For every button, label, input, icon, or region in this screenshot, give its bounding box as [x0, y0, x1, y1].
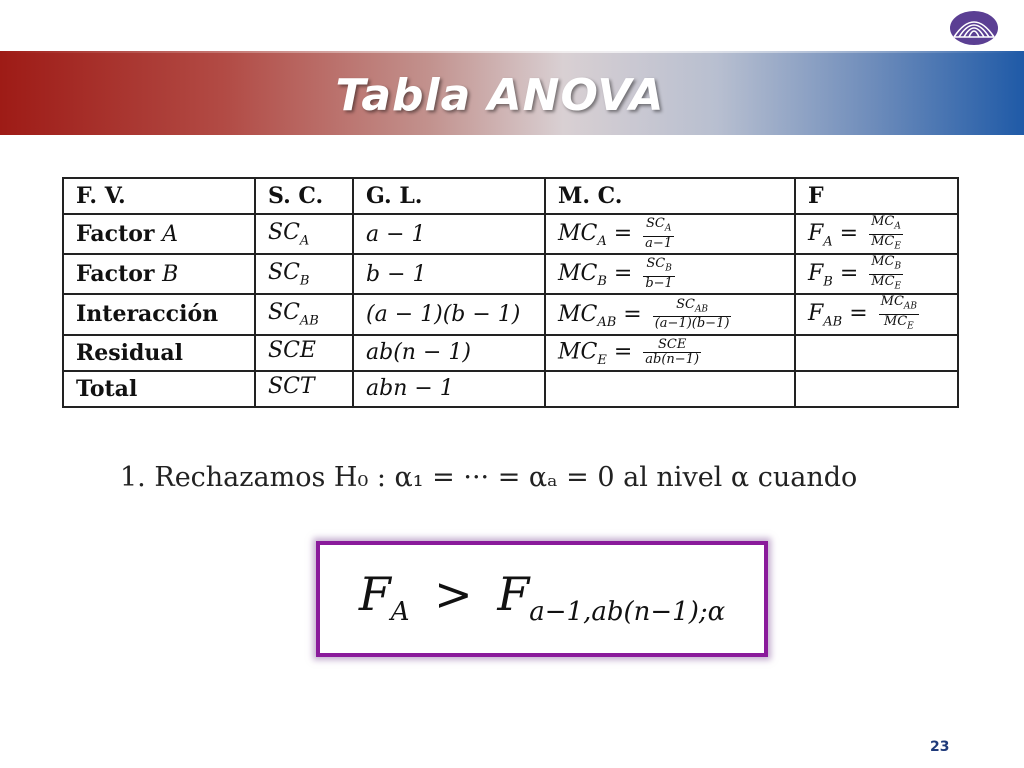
cell-fv	[63, 214, 255, 254]
cell-fv	[63, 371, 255, 407]
banner-highlight	[0, 51, 1024, 53]
f-fraction	[869, 215, 903, 253]
sc-value: SC	[268, 260, 300, 286]
f-numerator: $MC_A$	[869, 215, 903, 235]
cell-gl	[353, 294, 545, 334]
cell-gl	[353, 254, 545, 294]
header-sc: S. C.	[255, 178, 353, 214]
mc-lhs: MC	[558, 221, 598, 247]
f-lhs: F	[808, 221, 824, 247]
rule-text: Rechazamos H₀ : α₁ = ··· = αₐ = 0 al nivel α cuando	[154, 462, 858, 493]
slide-title: Tabla ANOVA	[335, 70, 665, 121]
f-lhs-subscript: AB	[823, 314, 843, 330]
fv-variable: A	[162, 222, 179, 248]
cell-mc: $MC_{AB}$ = $\frac{SC_{AB}}{(a-1)(b-1)}$	[545, 294, 795, 334]
cell-gl	[353, 371, 545, 407]
f-denominator: $MC_E$	[871, 233, 901, 252]
sc-value: SC	[268, 219, 300, 245]
cell-sc	[255, 254, 353, 294]
formula-op: >	[434, 567, 473, 621]
mc-fraction	[653, 298, 732, 332]
mc-lhs-subscript: A	[597, 234, 607, 250]
sc-subscript: A	[299, 233, 310, 249]
sc-value: SCE	[268, 338, 316, 364]
mc-numerator: $SC_A$	[643, 217, 674, 237]
cell-fv	[63, 254, 255, 294]
mc-denominator: ab(n−1)	[645, 351, 700, 367]
mc-denominator: b−1	[645, 276, 673, 292]
cell-gl	[353, 335, 545, 371]
gl-value: a − 1	[366, 221, 426, 247]
critical-region-box	[316, 541, 768, 657]
cell-f	[795, 371, 958, 407]
page-number: 23	[930, 739, 950, 755]
gl-value: ab(n − 1)	[366, 340, 471, 366]
header-mc: M. C.	[545, 178, 795, 214]
cell-mc: $MC_E$ = $\frac{\text{SCE}}{ab(n-1)}$	[545, 335, 795, 371]
formula-lhs-sub: A	[390, 597, 410, 628]
mc-lhs: MC	[558, 261, 598, 287]
header-gl: G. L.	[353, 178, 545, 214]
table-row	[63, 214, 958, 254]
university-logo-icon	[948, 9, 1000, 47]
mc-fraction	[643, 257, 675, 291]
critical-formula	[320, 567, 764, 627]
rejection-rule	[120, 462, 920, 493]
header-f: F	[795, 178, 958, 214]
sc-subscript: AB	[299, 313, 319, 329]
mc-fraction	[643, 217, 674, 251]
table-row	[63, 294, 958, 334]
f-numerator: $MC_{AB}$	[879, 295, 919, 315]
cell-f: $F_B$ = $\frac{MC_B}{MC_E}$	[795, 254, 958, 294]
formula-rhs-sub: a−1,ab(n−1);α	[529, 597, 726, 628]
rule-number: 1.	[120, 462, 146, 493]
cell-f: $F_A$ = $\frac{MC_A}{MC_E}$	[795, 214, 958, 254]
cell-mc: $MC_A$ = $\frac{SC_A}{a-1}$	[545, 214, 795, 254]
mc-lhs: MC	[558, 339, 598, 365]
table-row	[63, 254, 958, 294]
f-fraction	[879, 295, 919, 333]
cell-sc	[255, 294, 353, 334]
header-fv: F. V.	[63, 178, 255, 214]
sc-value: SC	[268, 300, 300, 326]
f-lhs: F	[808, 301, 824, 327]
table-header-row	[63, 178, 958, 214]
mc-lhs-subscript: E	[597, 352, 607, 368]
sc-subscript: B	[299, 273, 310, 289]
fv-label: Total	[76, 375, 138, 402]
mc-numerator: $SC_B$	[643, 257, 675, 277]
f-denominator: $MC_E$	[871, 273, 902, 292]
mc-denominator: (a−1)(b−1)	[654, 316, 730, 332]
fv-variable: B	[162, 262, 179, 288]
table-row	[63, 335, 958, 371]
f-fraction	[869, 255, 903, 293]
formula-lhs: F	[358, 567, 391, 621]
mc-lhs-subscript: B	[597, 274, 607, 290]
cell-fv	[63, 294, 255, 334]
f-numerator: $MC_B$	[869, 255, 903, 275]
f-denominator: $MC_E$	[883, 313, 914, 332]
mc-denominator: a−1	[645, 235, 673, 251]
mc-lhs-subscript: AB	[597, 314, 617, 330]
cell-fv	[63, 335, 255, 371]
mc-numerator: $SC_{AB}$	[653, 298, 732, 318]
cell-f	[795, 335, 958, 371]
gl-value: b − 1	[366, 261, 427, 287]
fv-label: Factor	[76, 221, 155, 248]
anova-table	[62, 177, 959, 408]
mc-lhs: MC	[558, 301, 598, 327]
f-lhs-subscript: B	[823, 274, 833, 290]
cell-sc	[255, 335, 353, 371]
fv-label: Interacción	[76, 301, 219, 328]
mc-fraction	[643, 338, 701, 367]
cell-mc: $MC_B$ = $\frac{SC_B}{b-1}$	[545, 254, 795, 294]
cell-gl	[353, 214, 545, 254]
cell-mc	[545, 371, 795, 407]
f-lhs-subscript: A	[823, 234, 833, 250]
fv-label: Factor	[76, 261, 155, 288]
gl-value: (a − 1)(b − 1)	[366, 301, 521, 327]
table-row	[63, 371, 958, 407]
gl-value: abn − 1	[366, 376, 454, 402]
f-lhs: F	[808, 261, 824, 287]
sc-value: SCT	[268, 374, 315, 400]
mc-numerator: SCE	[643, 338, 701, 353]
fv-label: Residual	[76, 339, 184, 366]
formula-rhs: F	[497, 567, 530, 621]
cell-f: $F_{AB}$ = $\frac{MC_{AB}}{MC_E}$	[795, 294, 958, 334]
cell-sc	[255, 214, 353, 254]
cell-sc	[255, 371, 353, 407]
